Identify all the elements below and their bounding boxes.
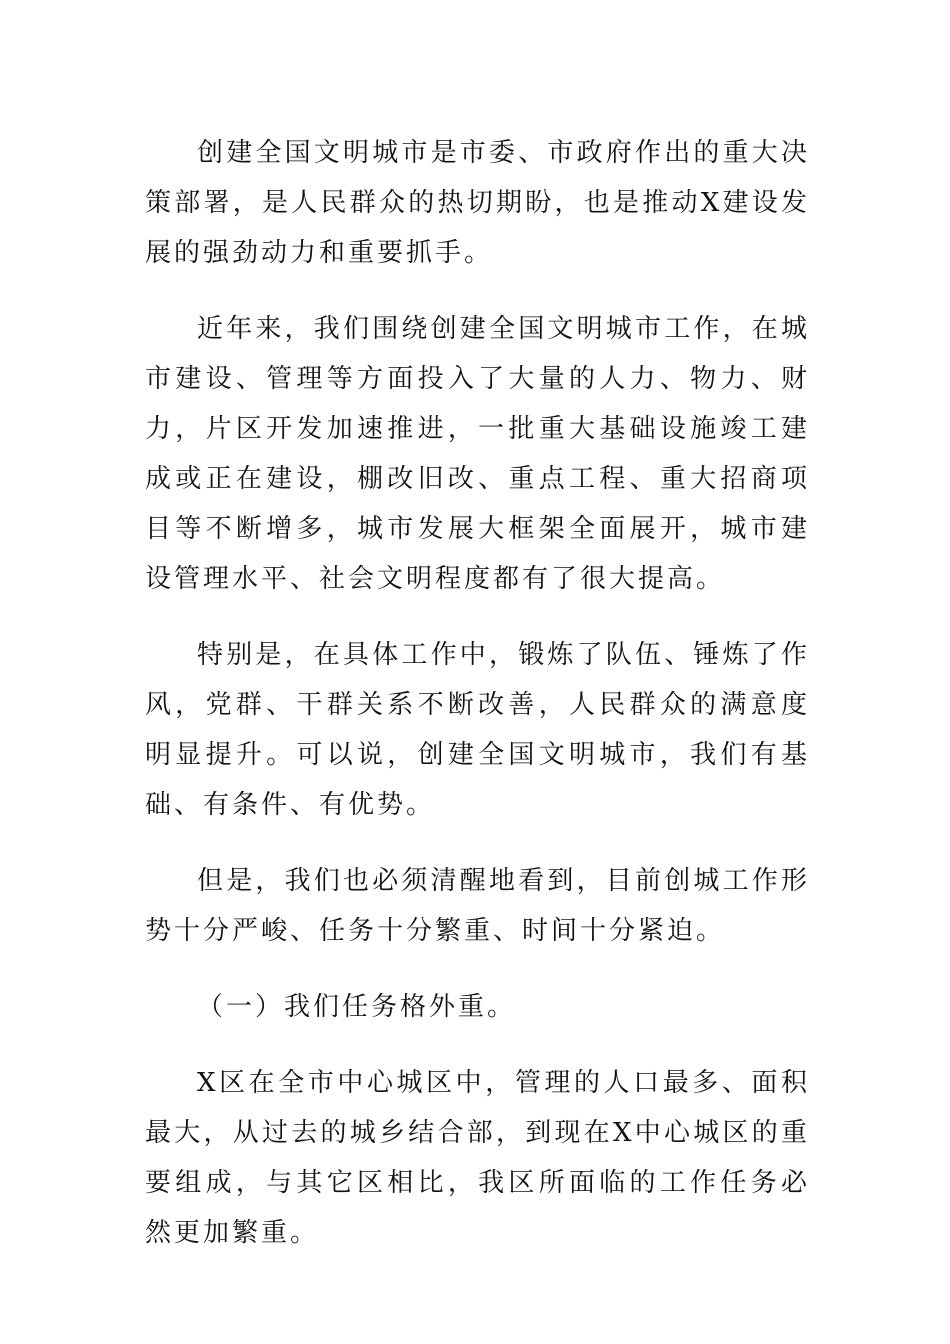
paragraph-district: X区在全市中心城区中，管理的人口最多、面积最大，从过去的城乡结合部，到现在X中心城区的重要组成，与其它区相比，我区所面临的工作任务必然更加繁重。 <box>145 1068 810 1248</box>
paragraph-recent-years: 近年来，我们围绕创建全国文明城市工作，在城市建设、管理等方面投入了大量的人力、物力、财力，片区开发加速推进，一批重大基础设施竣工建成或正在建设，棚改旧改、重点工程、重大招商项目等不断增多，城市发展大框架全面展开，城市建设管理水平、社会文明程度都有了很大提高。 <box>145 314 810 594</box>
paragraph-however: 但是，我们也必须清醒地看到，目前创城工作形势十分严峻、任务十分繁重、时间十分紧迫。 <box>145 866 810 946</box>
section-heading: （一）我们任务格外重。 <box>197 992 517 1022</box>
paragraph-especially: 特别是，在具体工作中，锻炼了队伍、锤炼了作风，党群、干群关系不断改善，人民群众的满意度明显提升。可以说，创建全国文明城市，我们有基础、有条件、有优势。 <box>145 640 810 820</box>
document-body <box>145 128 810 1284</box>
paragraph-intro: 创建全国文明城市是市委、市政府作出的重大决策部署，是人民群众的热切期盼，也是推动X建设发展的强劲动力和重要抓手。 <box>145 138 810 268</box>
